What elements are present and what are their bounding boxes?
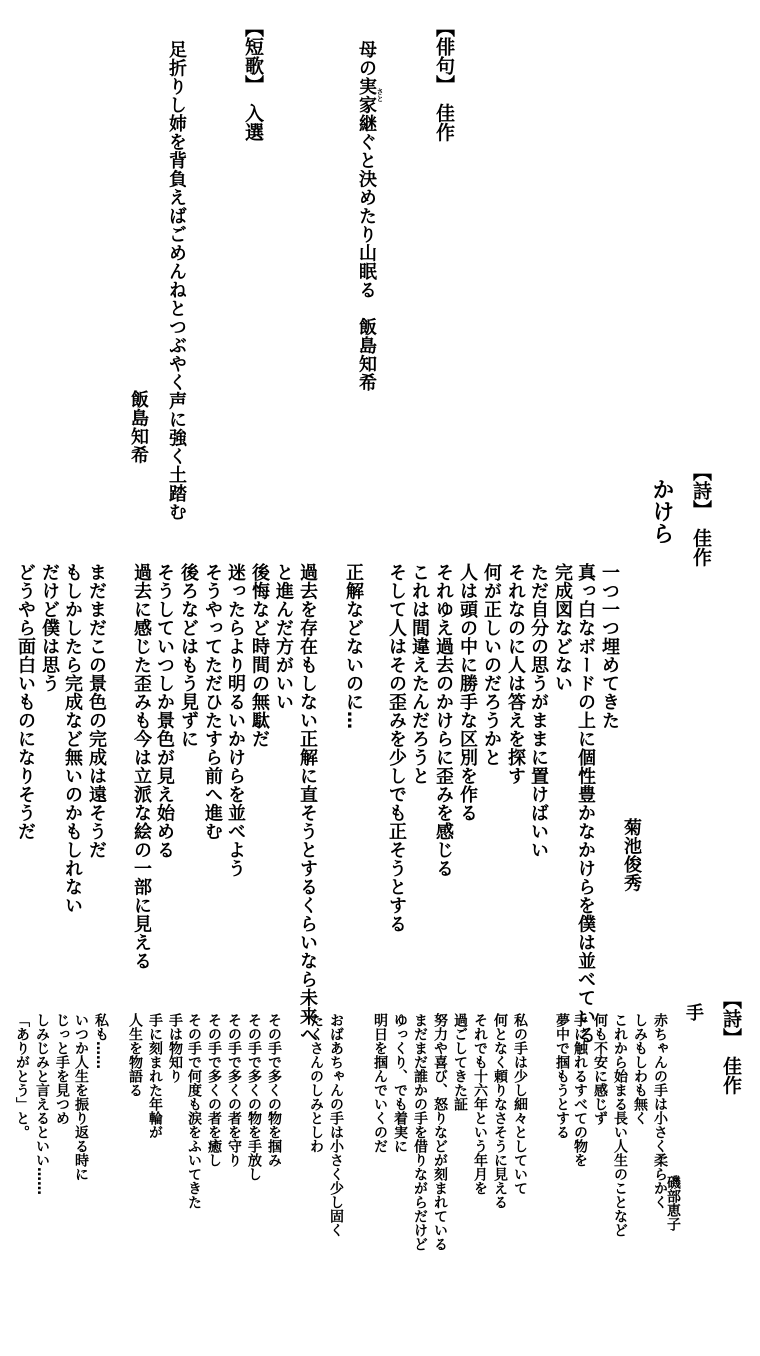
poem-line: 後ろなどはもう見ずに: [178, 563, 199, 748]
poem-line: そして人はその歪みを少しでも正そうとする: [386, 563, 407, 933]
poem-line: 私の手は少し細々としていて: [512, 1013, 528, 1195]
poem-line: これから始まる長い人生のことなど: [612, 1013, 628, 1237]
poem-line: ただ自分の思うがままに置けばいい: [528, 563, 549, 859]
poem-line: 人は頭の中に勝手な区別を作る: [457, 563, 478, 822]
poem2-author: 磯部恵子: [665, 1175, 681, 1231]
haiku-header: 【俳句】 佳作: [433, 18, 455, 142]
poem2-header: 【詩】 佳作: [720, 990, 742, 1095]
poem-line: 何となく頼りなさそうに見える: [492, 1013, 508, 1209]
poem-line: 正解などないのに…: [343, 563, 364, 730]
poem-line: 後悔など時間の無駄だ: [249, 563, 270, 748]
poem-line: 手に刻まれた年輪が: [147, 1013, 163, 1139]
tanka-header: 【短歌】 入選: [242, 18, 264, 142]
poem-line: ゆっくり、でも着実に: [392, 1013, 408, 1153]
poem1-author: 菊池俊秀: [621, 818, 642, 892]
poem-line: 赤ちゃんの手は小さく柔らかく: [652, 1013, 668, 1209]
poem-line: もしかしたら完成など無いのかもしれない: [62, 563, 83, 915]
poem-line: どうやら面白いものになりそうだ: [15, 563, 36, 841]
poem-line: 努力や喜び、怒りなどが刻まれている: [432, 1013, 448, 1251]
poem1-title: かけら: [649, 478, 674, 544]
poem-line: 何も不安に感じず: [592, 1013, 608, 1125]
poem-line: 真っ白なボードの上に個性豊かなかけらを僕は並べている: [575, 563, 596, 1044]
poem-line: しみじみと言えるといい……: [34, 1013, 50, 1195]
tanka-line: 足折りし姉を背負えばごめんねとつぶやく声に強く土踏む: [166, 40, 187, 521]
poem-line: それゆえ過去のかけらに歪みを感じる: [433, 563, 454, 878]
poem-line: その手で多くの物を掴み: [266, 1013, 282, 1167]
poem-line: 夢中で掴もうとする: [554, 1013, 570, 1139]
poem-line: それでも十六年という年月を: [472, 1013, 488, 1195]
poem-line: 何が正しいのだろうかと: [481, 563, 502, 767]
poem-line: と進んだ方がいい: [273, 563, 294, 711]
poem-line: 完成図などない: [552, 563, 573, 693]
poem-line: 迷ったらより明るいかけらを並べよう: [225, 563, 246, 878]
poem-line: しみもしわも無く: [632, 1013, 648, 1125]
poem-line: 人生を物語る: [127, 1013, 143, 1097]
poem-line: 一つ一つ埋めてきた: [599, 563, 620, 730]
poem1-header: 【詩】 佳作: [690, 462, 712, 567]
poem-line: 過去を存在もしない正解に直そうとするくらいなら未来へ: [297, 563, 318, 1044]
poem-line: じっと手を見つめ: [54, 1013, 70, 1125]
poem-line: いつか人生を振り返る時に: [73, 1013, 89, 1181]
poem-line: その手で多くの物を手放し: [246, 1013, 262, 1181]
poem-line: たくさんのしみとしわ: [308, 1013, 324, 1153]
poem-line: 手に触れるすべての物を: [572, 1013, 588, 1167]
poem-line: 私も……: [93, 1013, 109, 1069]
poem-line: 過去に感じた歪みも今は立派な絵の一部に見える: [131, 563, 152, 970]
poem-line: だけど僕は思う: [39, 563, 60, 693]
poem-line: そうやってただひたすら前へ進む: [202, 563, 223, 841]
poem-line: 手は物知り: [167, 1013, 183, 1083]
poem-line: これは間違えたんだろうと: [409, 563, 430, 785]
poem-line: その手で何度も涙をふいてきた: [186, 1013, 202, 1209]
poem-line: まだまだこの景色の完成は遠そうだ: [86, 563, 107, 859]
poem-line: そうしていつしか景色が見え始める: [154, 563, 175, 859]
poem-line: 「ありがとう」と。: [14, 1013, 30, 1139]
poem-line: おばあちゃんの手は小さく少し固く: [328, 1013, 344, 1237]
poem-line: 過ごしてきた証: [452, 1013, 468, 1111]
tanka-author: 飯島知希: [128, 390, 149, 464]
poem-line: その手で多くの者を癒し: [206, 1013, 222, 1167]
haiku-line: 母の実家継ぐと決めたり山眠る 飯島知希: [356, 40, 377, 392]
poem-line: 明日を掴んでいくのだ: [372, 1013, 388, 1153]
haiku-ruby: さと: [376, 88, 384, 102]
poem-line: それなのに人は答えを探す: [505, 563, 526, 785]
poem-line: その手で多くの者を守り: [226, 1013, 242, 1167]
poem2-title: 手: [683, 1003, 704, 1021]
poem-line: まだまだ誰かの手を借りながらだけど: [412, 1013, 428, 1251]
